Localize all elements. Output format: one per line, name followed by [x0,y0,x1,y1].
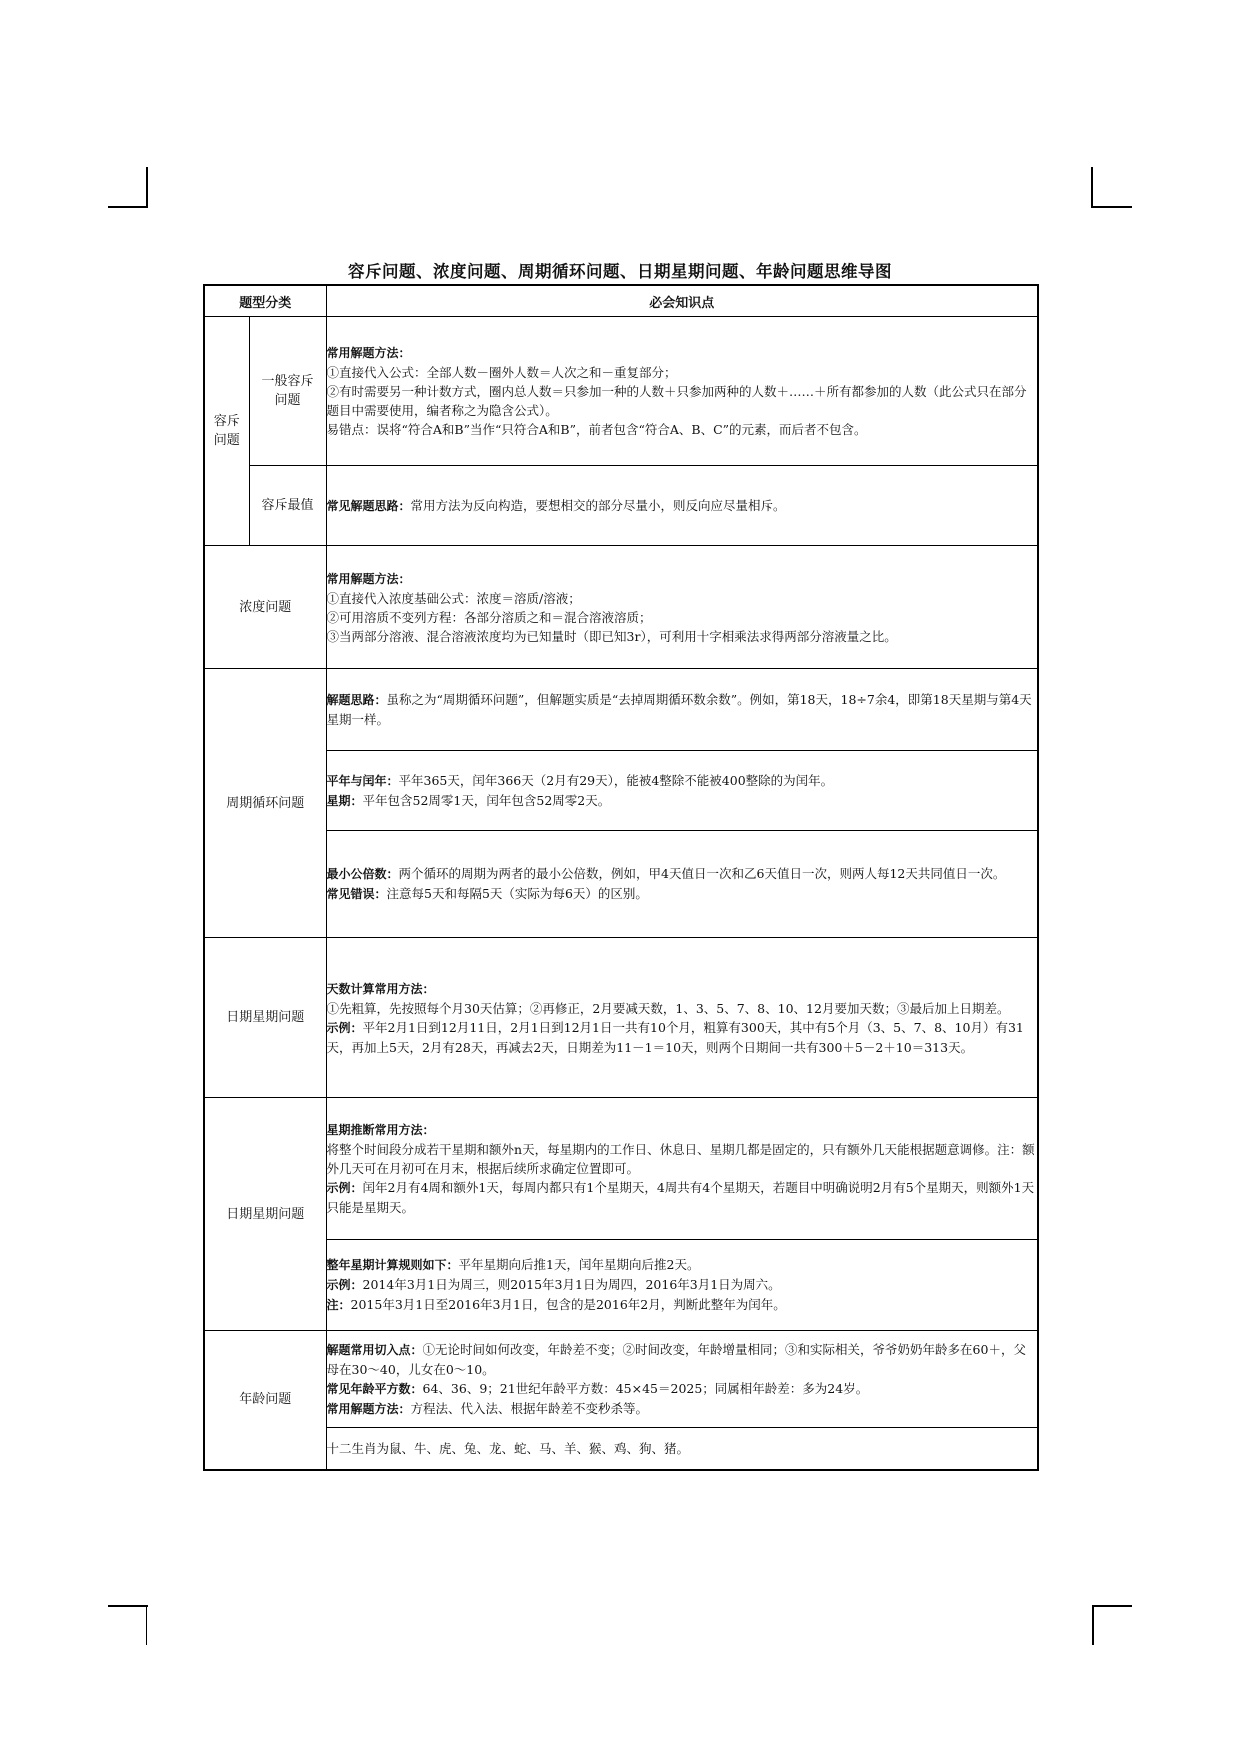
row-date-weekday-1 [204,1098,1038,1240]
text-line: 常见年龄平方数：64、36、9；21世纪年龄平方数：45×45＝2025；同属相年龄差：多为24岁。 [326,1380,869,1396]
row-date-weekday-2 [204,1240,1038,1331]
text-line: 易错点：误将“符合A和B”当作“只符合A和B”，前者包含“符合A、B、C”的元素，而后者不包含。 [326,422,867,437]
text-line: 注：2015年3月1日至2016年3月1日，包含的是2016年2月，判断此整年为闰年。 [326,1297,786,1312]
text-line: 示例：2014年3月1日为周三，则2015年3月1日为周四，2016年3月1日为周六。 [326,1277,781,1292]
text-line: 十二生肖为鼠、牛、虎、兔、龙、蛇、马、羊、猴、鸡、狗、猪。 [326,1440,690,1456]
text-line: 常见错误：注意每5天和每隔5天（实际为每6天）的区别。 [326,886,648,901]
content-date-weekday-2 [326,1240,1038,1331]
text-line: 解题思路：虽称之为“周期循环问题”，但解题实质是“去掉周期循环数余数”。例如，第18天，18÷7余4，即第18天星期与第4天星期一样。 [326,692,1032,727]
crop-mark-top-left-v [146,167,148,208]
text-line: 星期：平年包含52周零1天，闰年包含52周零2天。 [326,792,611,808]
text-line: 常见解题思路：常用方法为反向构造，要想相交的部分尽量小，则反向应尽量相斥。 [326,497,786,513]
content-cycle-2 [326,751,1038,831]
row-concentration [204,546,1038,669]
category-age: 年龄问题 [204,1331,326,1470]
subcategory-inclusion-extreme: 容斥最值 [249,466,326,546]
row-inclusion-general [204,317,1038,466]
content-general-inclusion [326,317,1038,466]
text-line: ①直接代入浓度基础公式：浓度＝溶质/溶液； [326,590,581,606]
category-date-weekday: 日期星期问题 [204,1098,326,1331]
text-line: ②有时需要另一种计数方式，圈内总人数＝只参加一种的人数＋只参加两种的人数＋……＋所有都参加的人数（此公式只在部分题目中需要使用，编者称之为隐含公式）。 [326,384,1027,418]
text-line: 常用解题方法：方程法、代入法、根据年龄差不变秒杀等。 [326,1400,649,1416]
content-inclusion-extreme [326,466,1038,546]
content-concentration [326,546,1038,669]
text-line: 整年星期计算规则如下：平年星期向后推1天，闰年星期向后推2天。 [326,1257,700,1272]
category-date-days: 日期星期问题 [204,938,326,1098]
crop-mark-top-left-h [108,206,148,208]
text-line: ①先粗算，先按照每个月30天估算；②再修正，2月要减天数，1、3、5、7、8、10、12月要加天数；③最后加上日期差。 [326,1000,1010,1016]
row-cycle-3 [204,831,1038,938]
category-cycle: 周期循环问题 [204,669,326,938]
category-concentration: 浓度问题 [204,546,326,669]
text-line: 示例：闰年2月有4周和额外1天，每周内都只有1个星期天，4周共有4个星期天，若题目中明确说明2月有5个星期天，则额外1天只能是星期天。 [326,1180,1035,1215]
text-line: ③当两部分溶液、混合溶液浓度均为已知量时（即已知3r），可利用十字相乘法求得两部分溶液量之比。 [326,628,897,644]
row-inclusion-extreme [204,466,1038,546]
crop-mark-bottom-left-h [108,1605,148,1607]
text-line: 将整个时间段分成若干星期和额外n天，每星期内的工作日、休息日、星期几都是固定的，只有额外几天能根据题意调修。注：额外几天可在月初可在月末，根据后续所求确定位置即可。 [326,1142,1035,1176]
row-cycle-2 [204,751,1038,831]
content-age-1 [326,1331,1038,1428]
row-cycle-1 [204,669,1038,751]
crop-mark-bottom-right-h [1092,1605,1132,1607]
crop-mark-top-right-v [1091,167,1093,208]
document-title: 容斥问题、浓度问题、周期循环问题、日期星期问题、年龄问题思维导图 [348,262,892,281]
content-cycle-3 [326,831,1038,938]
row-age-1 [204,1331,1038,1428]
text-line: ①直接代入公式：全部人数－圈外人数＝人次之和－重复部分； [326,365,677,380]
text-line: 天数计算常用方法： [326,981,435,996]
crop-mark-top-right-h [1091,206,1132,208]
header-row [204,285,1038,317]
text-line: 最小公倍数：两个循环的周期为两者的最小公倍数，例如，甲4天值日一次和乙6天值日一次，则两人每12天共同值日一次。 [326,866,1006,881]
crop-mark-bottom-left-v [146,1605,147,1645]
text-line: 示例：平年2月1日到12月11日，2月1日到12月1日一共有10个月，粗算有300天，其中有5个月（3、5、7、8、10月）有31天，再加上5天，2月有28天，再减去2天，日期差为11－1＝10天，则两个日期间一共有300＋5－2＋10＝313天。 [326,1019,1024,1055]
header-knowledge: 必会知识点 [326,285,1038,317]
mind-map-table [203,284,1039,1471]
text-line: 平年与闰年：平年365天，闰年366天（2月有29天），能被4整除不能被400整除的为闰年。 [326,772,834,788]
text-line: 常用解题方法： [326,571,411,586]
row-age-2 [204,1428,1038,1470]
content-cycle-1 [326,669,1038,751]
text-line: ②可用溶质不变列方程：各部分溶质之和＝混合溶液溶质； [326,609,652,625]
text-line: 星期推断常用方法： [326,1123,435,1137]
category-inclusion-exclusion: 容斥问题 [204,317,249,546]
header-category: 题型分类 [204,285,326,317]
crop-mark-bottom-right-v [1092,1605,1094,1645]
content-date-days [326,938,1038,1098]
text-line: 常用解题方法： [326,346,411,360]
content-date-weekday-1 [326,1098,1038,1240]
content-age-2 [326,1428,1038,1470]
subcategory-general-inclusion: 一般容斥问题 [249,317,326,466]
row-date-days [204,938,1038,1098]
text-line: 解题常用切入点：①无论时间如何改变，年龄差不变；②时间改变，年龄增量相同；③和实际相关，爷爷奶奶年龄多在60＋，父母在30～40，儿女在0～10。 [326,1341,1026,1377]
